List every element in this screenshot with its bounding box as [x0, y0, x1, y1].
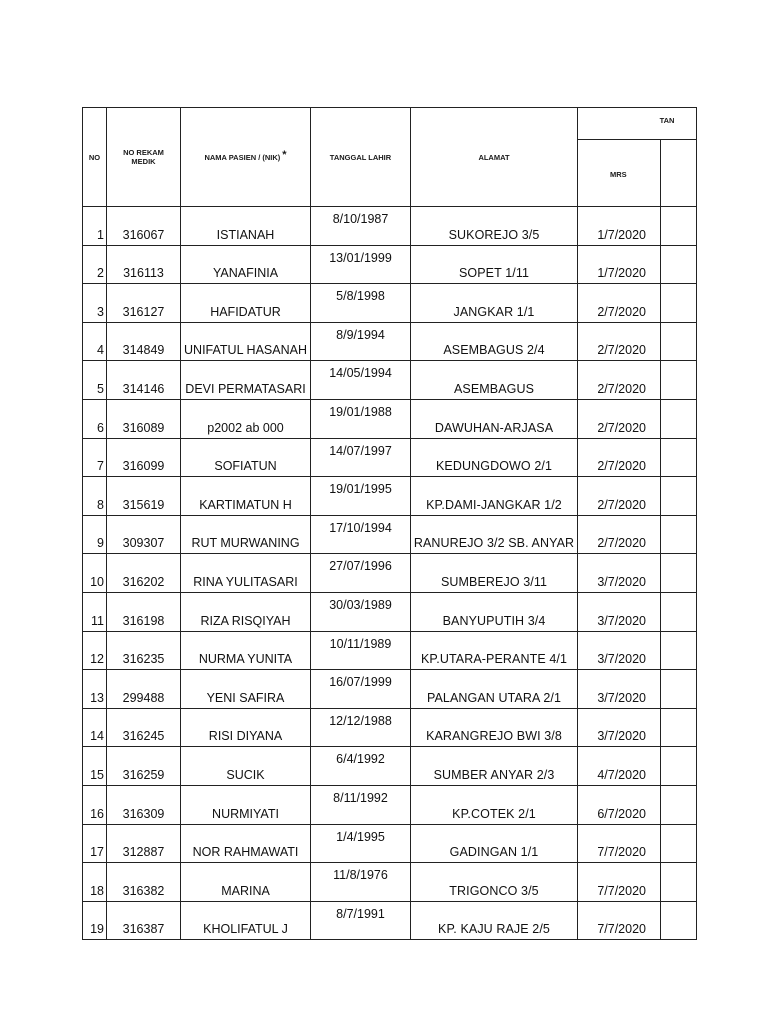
- table-row: [83, 554, 697, 593]
- cell-no-rekam-medik: 315619: [107, 477, 181, 516]
- cell-tanggal-lahir: 6/4/1992: [311, 747, 411, 786]
- cell-no: 6: [83, 399, 107, 438]
- table-row: [83, 361, 697, 400]
- cell-nama-pasien: ISTIANAH: [181, 207, 311, 246]
- cell-next-column: [661, 863, 697, 902]
- cell-alamat: SUMBEREJO 3/11: [411, 554, 578, 593]
- header-nama-star: *: [282, 148, 287, 161]
- cell-nama-pasien: RIZA RISQIYAH: [181, 592, 311, 631]
- table-row: [83, 245, 697, 284]
- cell-no: 12: [83, 631, 107, 670]
- header-next-column: [661, 140, 697, 207]
- cell-nama-pasien: p2002 ab 000: [181, 399, 311, 438]
- cell-no: 14: [83, 708, 107, 747]
- header-no: NO: [83, 108, 107, 207]
- cell-mrs: 4/7/2020: [578, 747, 661, 786]
- cell-mrs: 3/7/2020: [578, 708, 661, 747]
- cell-no: 9: [83, 515, 107, 554]
- cell-nama-pasien: HAFIDATUR: [181, 284, 311, 323]
- cell-tanggal-lahir: 8/9/1994: [311, 322, 411, 361]
- cell-next-column: [661, 554, 697, 593]
- table-row: [83, 824, 697, 863]
- cell-alamat: KP.DAMI-JANGKAR 1/2: [411, 477, 578, 516]
- cell-alamat: RANUREJO 3/2 SB. ANYAR: [411, 515, 578, 554]
- cell-next-column: [661, 207, 697, 246]
- table-row: [83, 284, 697, 323]
- cell-no-rekam-medik: 316382: [107, 863, 181, 902]
- cell-no-rekam-medik: 316309: [107, 785, 181, 824]
- cell-next-column: [661, 708, 697, 747]
- cell-mrs: 2/7/2020: [578, 399, 661, 438]
- cell-no: 7: [83, 438, 107, 477]
- cell-alamat: KARANGREJO BWI 3/8: [411, 708, 578, 747]
- cell-tanggal-lahir: 10/11/1989: [311, 631, 411, 670]
- cell-no-rekam-medik: 316202: [107, 554, 181, 593]
- table-row: [83, 207, 697, 246]
- table-row: [83, 399, 697, 438]
- cell-nama-pasien: YANAFINIA: [181, 245, 311, 284]
- cell-next-column: [661, 477, 697, 516]
- cell-next-column: [661, 785, 697, 824]
- table-row: [83, 438, 697, 477]
- table-row: [83, 670, 697, 709]
- table-row: [83, 322, 697, 361]
- cell-next-column: [661, 245, 697, 284]
- cell-mrs: 3/7/2020: [578, 554, 661, 593]
- header-nama-pasien-label: NAMA PASIEN / (NIK): [204, 152, 281, 162]
- cell-alamat: KEDUNGDOWO 2/1: [411, 438, 578, 477]
- cell-nama-pasien: SUCIK: [181, 747, 311, 786]
- table-row: [83, 515, 697, 554]
- cell-tanggal-lahir: 13/01/1999: [311, 245, 411, 284]
- cell-no-rekam-medik: 299488: [107, 670, 181, 709]
- cell-no-rekam-medik: 312887: [107, 824, 181, 863]
- cell-no-rekam-medik: 316235: [107, 631, 181, 670]
- cell-no: 3: [83, 284, 107, 323]
- cell-next-column: [661, 747, 697, 786]
- table-row: [83, 477, 697, 516]
- cell-alamat: ASEMBAGUS 2/4: [411, 322, 578, 361]
- cell-tanggal-lahir: 19/01/1988: [311, 399, 411, 438]
- patient-table: [82, 107, 697, 940]
- header-tanggal-lahir: TANGGAL LAHIR: [311, 108, 411, 207]
- cell-no-rekam-medik: 314849: [107, 322, 181, 361]
- cell-no-rekam-medik: 316127: [107, 284, 181, 323]
- cell-tanggal-lahir: 14/05/1994: [311, 361, 411, 400]
- cell-next-column: [661, 901, 697, 940]
- table-body: [83, 207, 697, 940]
- cell-nama-pasien: DEVI PERMATASARI: [181, 361, 311, 400]
- cell-alamat: TRIGONCO 3/5: [411, 863, 578, 902]
- cell-tanggal-lahir: 8/11/1992: [311, 785, 411, 824]
- cell-no: 10: [83, 554, 107, 593]
- cell-alamat: JANGKAR 1/1: [411, 284, 578, 323]
- table-row: [83, 592, 697, 631]
- cell-nama-pasien: UNIFATUL HASANAH: [181, 322, 311, 361]
- cell-mrs: 2/7/2020: [578, 284, 661, 323]
- cell-tanggal-lahir: 12/12/1988: [311, 708, 411, 747]
- cell-mrs: 2/7/2020: [578, 322, 661, 361]
- cell-nama-pasien: RUT MURWANING: [181, 515, 311, 554]
- cell-no: 18: [83, 863, 107, 902]
- cell-no: 15: [83, 747, 107, 786]
- cell-mrs: 1/7/2020: [578, 207, 661, 246]
- cell-no-rekam-medik: 316198: [107, 592, 181, 631]
- cell-alamat: SUKOREJO 3/5: [411, 207, 578, 246]
- cell-tanggal-lahir: 5/8/1998: [311, 284, 411, 323]
- cell-next-column: [661, 361, 697, 400]
- cell-mrs: 1/7/2020: [578, 245, 661, 284]
- cell-nama-pasien: YENI SAFIRA: [181, 670, 311, 709]
- cell-no-rekam-medik: 316099: [107, 438, 181, 477]
- cell-mrs: 3/7/2020: [578, 670, 661, 709]
- cell-mrs: 2/7/2020: [578, 515, 661, 554]
- header-tanggal-group: TAN: [578, 108, 697, 140]
- cell-next-column: [661, 631, 697, 670]
- cell-no: 11: [83, 592, 107, 631]
- cell-alamat: PALANGAN UTARA 2/1: [411, 670, 578, 709]
- cell-next-column: [661, 824, 697, 863]
- header-mrs: MRS: [578, 140, 661, 207]
- cell-next-column: [661, 399, 697, 438]
- table-row: [83, 708, 697, 747]
- cell-no-rekam-medik: 314146: [107, 361, 181, 400]
- cell-no: 8: [83, 477, 107, 516]
- header-no-rekam-medik: NO REKAM MEDIK: [107, 108, 181, 207]
- cell-nama-pasien: NURMIYATI: [181, 785, 311, 824]
- cell-mrs: 2/7/2020: [578, 361, 661, 400]
- cell-alamat: KP.UTARA-PERANTE 4/1: [411, 631, 578, 670]
- cell-no-rekam-medik: 316067: [107, 207, 181, 246]
- cell-tanggal-lahir: 1/4/1995: [311, 824, 411, 863]
- table-row: [83, 747, 697, 786]
- cell-no: 19: [83, 901, 107, 940]
- cell-next-column: [661, 670, 697, 709]
- cell-nama-pasien: RINA YULITASARI: [181, 554, 311, 593]
- cell-no-rekam-medik: 316089: [107, 399, 181, 438]
- cell-mrs: 7/7/2020: [578, 824, 661, 863]
- cell-no-rekam-medik: 316387: [107, 901, 181, 940]
- cell-tanggal-lahir: 16/07/1999: [311, 670, 411, 709]
- cell-alamat: DAWUHAN-ARJASA: [411, 399, 578, 438]
- cell-mrs: 2/7/2020: [578, 477, 661, 516]
- cell-tanggal-lahir: 27/07/1996: [311, 554, 411, 593]
- header-alamat: ALAMAT: [411, 108, 578, 207]
- cell-alamat: KP.COTEK 2/1: [411, 785, 578, 824]
- table-header: [83, 108, 697, 207]
- cell-tanggal-lahir: 17/10/1994: [311, 515, 411, 554]
- cell-nama-pasien: MARINA: [181, 863, 311, 902]
- cell-alamat: SOPET 1/11: [411, 245, 578, 284]
- patient-register-sheet: [82, 107, 675, 943]
- cell-no-rekam-medik: 309307: [107, 515, 181, 554]
- header-nama-pasien: [181, 108, 311, 207]
- cell-no-rekam-medik: 316245: [107, 708, 181, 747]
- cell-no: 16: [83, 785, 107, 824]
- cell-tanggal-lahir: 11/8/1976: [311, 863, 411, 902]
- cell-next-column: [661, 438, 697, 477]
- cell-next-column: [661, 284, 697, 323]
- cell-tanggal-lahir: 30/03/1989: [311, 592, 411, 631]
- cell-tanggal-lahir: 8/10/1987: [311, 207, 411, 246]
- cell-nama-pasien: KHOLIFATUL J: [181, 901, 311, 940]
- cell-nama-pasien: SOFIATUN: [181, 438, 311, 477]
- cell-nama-pasien: RISI DIYANA: [181, 708, 311, 747]
- cell-mrs: 2/7/2020: [578, 438, 661, 477]
- cell-alamat: KP. KAJU RAJE 2/5: [411, 901, 578, 940]
- cell-no-rekam-medik: 316259: [107, 747, 181, 786]
- cell-nama-pasien: NOR RAHMAWATI: [181, 824, 311, 863]
- cell-mrs: 7/7/2020: [578, 863, 661, 902]
- cell-next-column: [661, 515, 697, 554]
- cell-no: 1: [83, 207, 107, 246]
- cell-no: 5: [83, 361, 107, 400]
- table-row: [83, 785, 697, 824]
- cell-next-column: [661, 592, 697, 631]
- cell-no: 13: [83, 670, 107, 709]
- cell-no: 4: [83, 322, 107, 361]
- cell-no-rekam-medik: 316113: [107, 245, 181, 284]
- cell-alamat: GADINGAN 1/1: [411, 824, 578, 863]
- cell-mrs: 7/7/2020: [578, 901, 661, 940]
- cell-alamat: BANYUPUTIH 3/4: [411, 592, 578, 631]
- cell-mrs: 6/7/2020: [578, 785, 661, 824]
- cell-no: 2: [83, 245, 107, 284]
- cell-next-column: [661, 322, 697, 361]
- cell-nama-pasien: NURMA YUNITA: [181, 631, 311, 670]
- cell-nama-pasien: KARTIMATUN H: [181, 477, 311, 516]
- table-row: [83, 631, 697, 670]
- cell-mrs: 3/7/2020: [578, 592, 661, 631]
- cell-no: 17: [83, 824, 107, 863]
- table-row: [83, 863, 697, 902]
- cell-mrs: 3/7/2020: [578, 631, 661, 670]
- table-row: [83, 901, 697, 940]
- cell-alamat: SUMBER ANYAR 2/3: [411, 747, 578, 786]
- cell-tanggal-lahir: 8/7/1991: [311, 901, 411, 940]
- cell-tanggal-lahir: 19/01/1995: [311, 477, 411, 516]
- cell-tanggal-lahir: 14/07/1997: [311, 438, 411, 477]
- cell-alamat: ASEMBAGUS: [411, 361, 578, 400]
